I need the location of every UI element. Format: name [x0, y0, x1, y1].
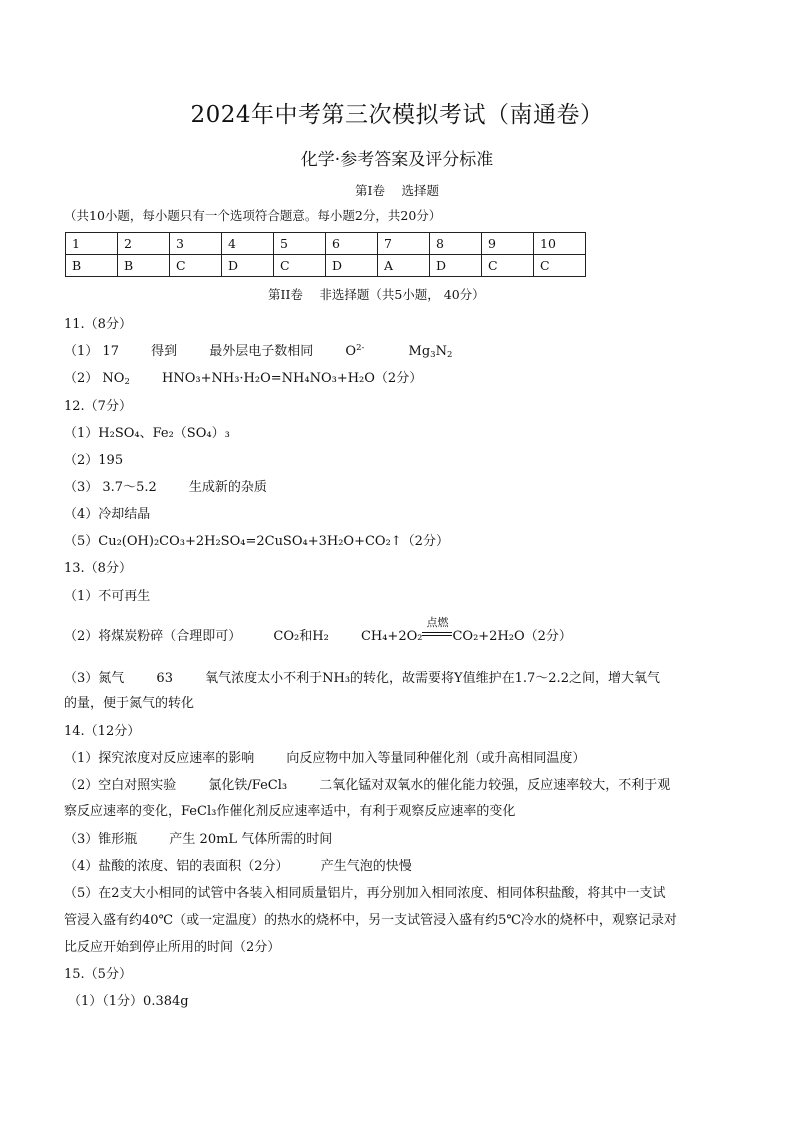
- answer-text: 产生气泡的快慢: [320, 859, 412, 874]
- table-cell: 8: [430, 233, 482, 255]
- table-cell: D: [326, 255, 378, 277]
- answer-text: 氯化铁/FeCl₃: [208, 778, 288, 793]
- table-cell: 2: [118, 233, 170, 255]
- answer-table-number-row: [66, 233, 586, 255]
- table-cell: 10: [534, 233, 586, 255]
- table-cell: D: [430, 255, 482, 277]
- q13-line-1: （1）不可再生: [64, 589, 151, 604]
- table-cell: 7: [378, 233, 430, 255]
- answer-text: 17: [102, 344, 119, 359]
- q12-line-4: （4）冷却结晶: [64, 507, 151, 522]
- table-cell: C: [534, 255, 586, 277]
- answer-text: （4）盐酸的浓度、铝的表面积（2分）: [64, 859, 289, 874]
- q14-line-1: [64, 747, 585, 766]
- q14-line-5-cont-1: 管浸入盛有约40℃（或一定温度）的热水的烧杯中，另一支试管浸入盛有约5℃冷水的烧杯中，观察记录对: [64, 913, 677, 928]
- q11-line-1: [64, 340, 452, 360]
- q15-line-1: （1）（1分）0.384g: [68, 994, 189, 1009]
- q13-line-3-cont: 的量，便于氮气的转化: [64, 696, 195, 711]
- answer-text: 生成新的杂质: [188, 480, 267, 495]
- answer-text: 二氧化锰对双氧水的催化能力较强，反应速率较大，不利于观: [319, 778, 671, 793]
- compound-formula: $NO_2$: [102, 371, 130, 387]
- q13-line-3: [64, 667, 660, 686]
- answer-text: （3）锥形瓶: [64, 832, 138, 847]
- q14-line-5-cont-2: 比反应开始到停止所用的时间（2分）: [64, 940, 281, 955]
- answer-text: 得到: [151, 344, 178, 359]
- q15-header: 15.（5分）: [64, 967, 132, 982]
- q14-line-5: （5）在2支大小相同的试管中各装入相同质量铝片，再分别加入相同浓度、相同体积盐酸，将其中一支试: [64, 886, 666, 901]
- page-title: 2024年中考第三次模拟考试（南通卷）: [190, 102, 604, 128]
- table-cell: 4: [222, 233, 274, 255]
- table-cell: A: [378, 255, 430, 277]
- q12-header: 12.（7分）: [64, 399, 132, 414]
- answer-text: （3）氮气: [64, 671, 125, 686]
- q12-line-2: （2）195: [64, 453, 124, 468]
- q14-header: 14.（12分）: [64, 724, 141, 739]
- answer-text: 向反应物中加入等量同种催化剂（或升高相同温度）: [286, 751, 586, 766]
- page-subtitle: 化学·参考答案及评分标准: [300, 150, 494, 170]
- equation: HNO₃+NH₃·H₂O=NH₄NO₃+H₂O（2分）: [162, 371, 423, 386]
- answer-text: 63: [156, 671, 173, 686]
- answer-text: CO₂和H₂: [273, 629, 329, 644]
- q13-line-2: [64, 616, 572, 644]
- compound-formula: $Mg_3N_2$: [408, 344, 453, 360]
- table-cell: B: [66, 255, 118, 277]
- table-cell: C: [274, 255, 326, 277]
- table-cell: D: [222, 255, 274, 277]
- q14-line-4: [64, 855, 412, 874]
- q12-line-1: （1）H₂SO₄、Fe₂（SO₄）₃: [64, 426, 230, 441]
- section-nonchoice-heading: 第II卷 非选择题（共5小题， 40分）: [268, 287, 485, 302]
- table-cell: 1: [66, 233, 118, 255]
- table-cell: 6: [326, 233, 378, 255]
- answer-text: （2）空白对照实验: [64, 778, 177, 793]
- q13-header: 13.（8分）: [64, 561, 132, 576]
- section-choice-heading: 第Ⅰ卷 选择题: [355, 183, 439, 198]
- q11-header: 11.（8分）: [64, 317, 132, 332]
- answer-text: （3） 3.7～5.2: [64, 480, 157, 495]
- answer-label: （2）: [64, 371, 99, 386]
- q14-line-2-cont: 察反应速率的变化，FeCl₃作催化剂反应速率适中，有利于观察反应速率的变化: [64, 804, 516, 819]
- answer-table: [65, 232, 586, 277]
- table-cell: 3: [170, 233, 222, 255]
- answer-label: （1）: [64, 344, 99, 359]
- section-choice-note: （共10小题，每小题只有一个选项符合题意。每小题2分，共20分）: [64, 208, 442, 223]
- ion-formula: $O^{2-}$: [345, 343, 365, 359]
- q12-line-5: （5）Cu₂(OH)₂CO₃+2H₂SO₄=2CuSO₄+3H₂O+CO₂↑（2分）: [64, 534, 449, 549]
- answer-text: （1）探究浓度对反应速率的影响: [64, 751, 255, 766]
- q14-line-3: [64, 828, 332, 847]
- table-cell: 5: [274, 233, 326, 255]
- q12-line-3: [64, 476, 267, 495]
- answer-text: 产生 20mL 气体所需的时间: [169, 832, 333, 847]
- answer-text: （2）将煤炭粉碎（合理即可）: [64, 629, 242, 644]
- table-cell: C: [170, 255, 222, 277]
- reaction-condition: 点燃: [426, 616, 449, 629]
- combustion-equation: CH₄+2O₂ 点燃 CO₂+2H₂O（2分）: [360, 616, 572, 644]
- answer-table-answer-row: [66, 255, 586, 277]
- table-cell: B: [118, 255, 170, 277]
- table-cell: 9: [482, 233, 534, 255]
- answer-text: 氧气浓度太小不利于NH₃的转化，故需要将Y值维护在1.7～2.2之间，增大氧气: [205, 671, 660, 686]
- q11-line-2: [64, 367, 422, 387]
- table-cell: C: [482, 255, 534, 277]
- q14-line-2: [64, 774, 670, 793]
- answer-text: 最外层电子数相同: [209, 344, 314, 359]
